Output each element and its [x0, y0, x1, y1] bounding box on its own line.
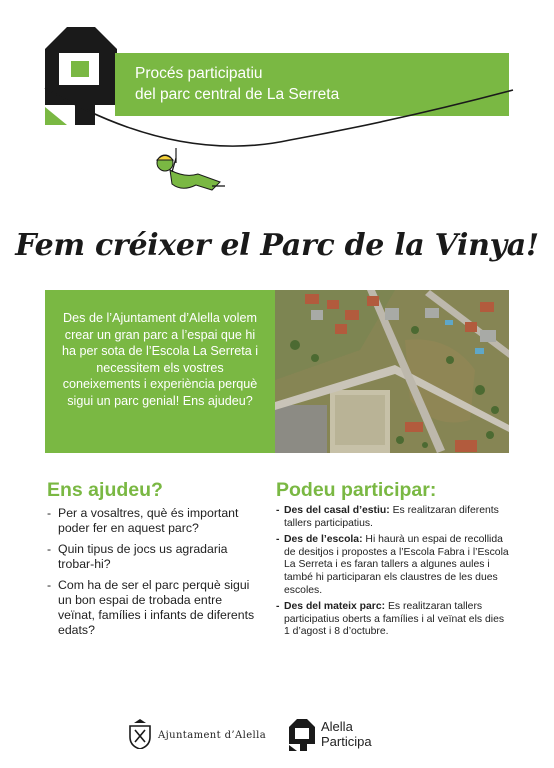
- dash-bullet: -: [47, 578, 52, 592]
- item-text: Es realitzaran diferents tallers participatius.: [284, 505, 499, 529]
- participa-line-2: Participa: [321, 734, 372, 749]
- list-item: [47, 506, 262, 536]
- help-list: [47, 506, 262, 644]
- dash-bullet: -: [47, 506, 52, 520]
- alella-participa-logo-icon: [45, 27, 117, 125]
- aerial-photo: [275, 290, 509, 453]
- list-item: [276, 505, 512, 530]
- intro-text: Des de l’Ajuntament d’Alella volem crear un gran parc a l’espai que hi ha per sota de l’Escola La Serreta i necessitem els vostres coneixements i experiència perquè sigui un parc genial! Ens ajudeu?: [61, 311, 258, 408]
- banner-title-line-1: Procés participatiu: [135, 65, 263, 82]
- participa-mark-icon: [289, 719, 315, 751]
- list-item-text: Per a vosaltres, què és important poder fer en aquest parc?: [58, 506, 239, 535]
- help-title: Ens ajudeu?: [47, 479, 163, 501]
- intro-box: [45, 290, 275, 453]
- item-label: Des del casal d’estiu:: [284, 505, 390, 516]
- item-label: Des del mateix parc:: [284, 601, 386, 613]
- list-item: [47, 578, 262, 638]
- item-text: Hi haurà un espai de recollida de desitjos i propostes a l’Escola Fabra i l’Escola La Serreta i es faran tallers a algunes aules i també hi participaran els claustres de les dues escoles.: [284, 534, 509, 596]
- dash-bullet: -: [276, 505, 280, 516]
- item-text: Es realitzaran tallers participatius oberts a famílies i al veïnat els dies 1 d’agost i 8 d’octubre.: [284, 601, 505, 638]
- dash-bullet: -: [276, 534, 280, 546]
- participa-line-1: Alella: [321, 719, 353, 734]
- list-item: [47, 542, 262, 572]
- item-label: Des de l’escola:: [284, 534, 363, 546]
- climber-icon: [157, 148, 225, 190]
- list-item-text: Quin tipus de jocs us agradaria trobar-hi?: [58, 542, 228, 571]
- ajuntament-name: Ajuntament d’Alella: [158, 730, 267, 741]
- dash-bullet: -: [47, 542, 52, 556]
- participate-list: [276, 505, 512, 643]
- coat-of-arms-icon: [128, 719, 152, 749]
- participate-title: Podeu participar:: [276, 479, 437, 501]
- list-item: [276, 601, 512, 639]
- title-banner: [115, 53, 509, 116]
- headline: Fem créixer el Parc de la Vinya!: [15, 228, 539, 263]
- list-item: [276, 534, 512, 597]
- dash-bullet: -: [276, 601, 280, 613]
- banner-title-line-2: del parc central de La Serreta: [135, 86, 340, 103]
- list-item-text: Com ha de ser el parc perquè sigui un bon espai de trobada entre veïnat, famílies i infants de diferents edats?: [58, 578, 255, 637]
